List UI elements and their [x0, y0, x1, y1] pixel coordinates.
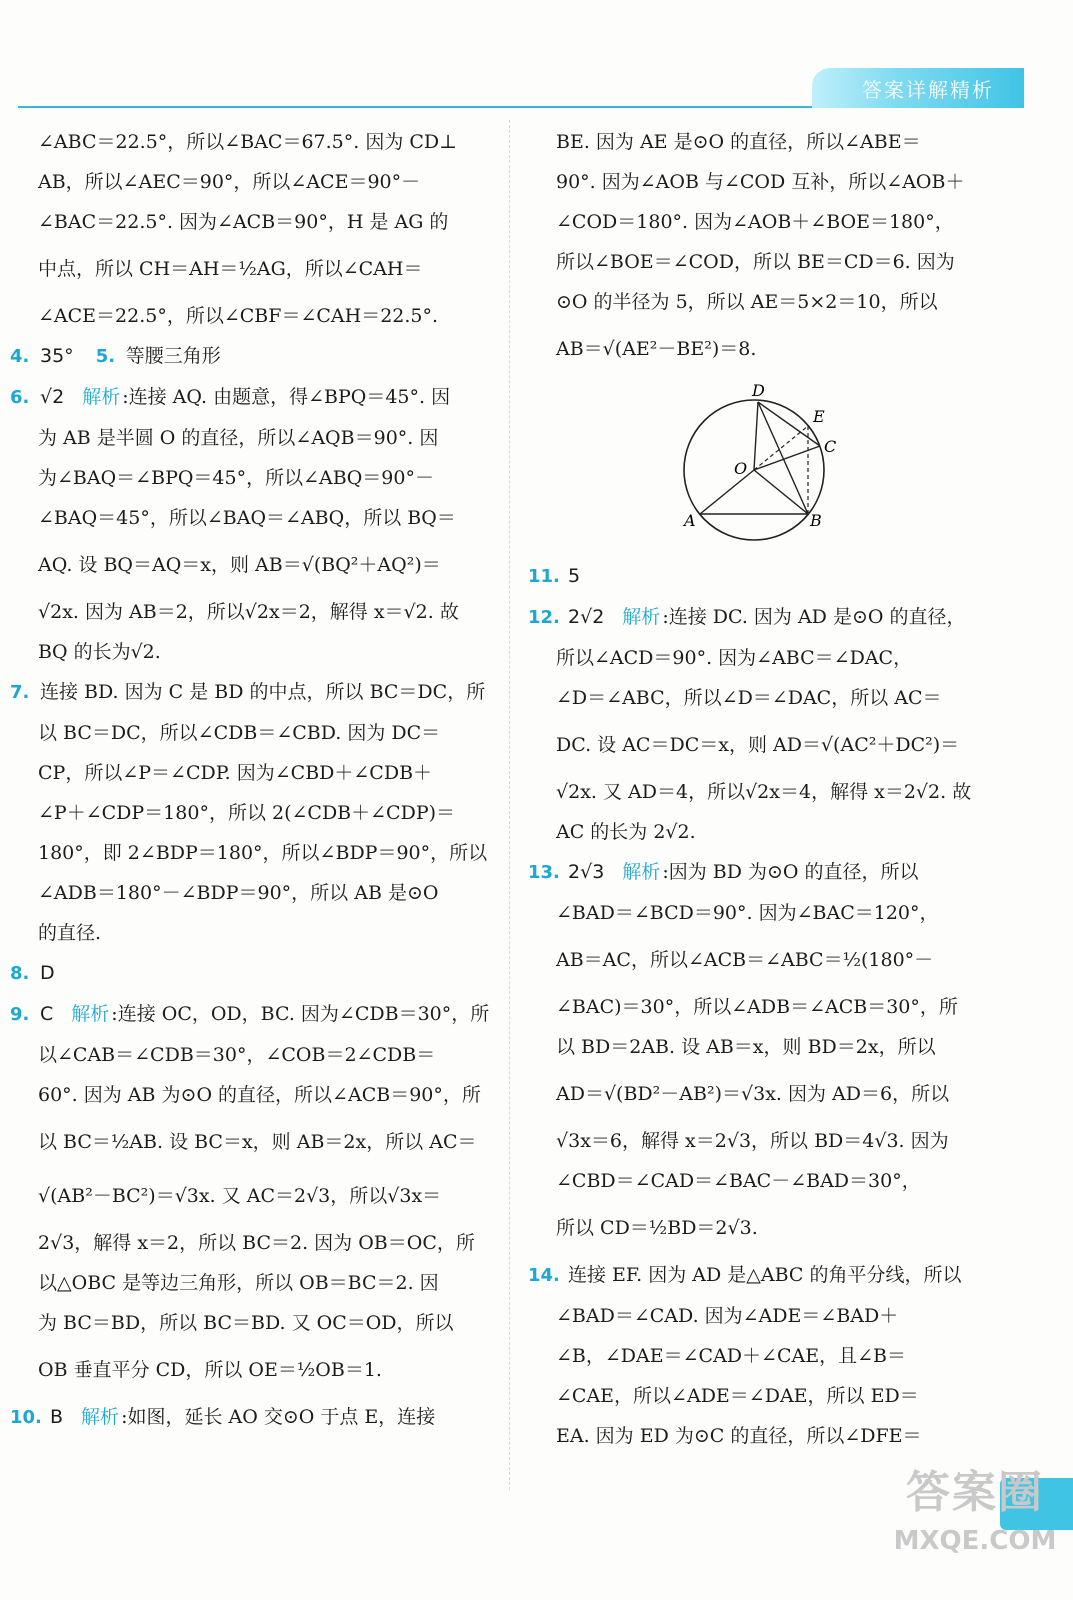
line-text: 以 BC＝½AB. 设 BC＝x，则 AB＝2x，所以 AC＝ — [38, 1131, 477, 1153]
answer-value: 2√3 — [568, 861, 605, 883]
question-number: 13. — [528, 862, 560, 883]
line-text: 所以 CD＝½BD＝2√3. — [556, 1217, 758, 1239]
line-text: ∠CBD＝∠CAD＝∠BAC－∠BAD＝30°， — [556, 1170, 921, 1192]
text-line — [528, 242, 1008, 282]
line-text: 60°. 因为 AB 为⊙O 的直径，所以∠ACB＝90°，所 — [38, 1084, 481, 1106]
text-line — [10, 122, 488, 162]
text-line — [10, 242, 488, 296]
text-line — [528, 678, 1008, 718]
analysis-tag: 解析 — [81, 1406, 120, 1428]
text-line — [528, 122, 1008, 162]
line-text: √2x. 又 AD＝4，所以√2x＝4，解得 x＝2√2. 故 — [556, 781, 972, 803]
line-text: AD＝√(BD²－AB²)＝√3x. 因为 AD＝6，所以 — [556, 1083, 950, 1105]
text-line — [10, 1303, 488, 1343]
text-line — [10, 377, 488, 418]
analysis-tag: 解析 — [71, 1003, 110, 1025]
text-line — [10, 592, 488, 632]
line-text: :因为 BD 为⊙O 的直径，所以 — [662, 861, 919, 883]
label-a: A — [684, 511, 696, 530]
text-line — [528, 556, 1008, 597]
line-text: ∠BAQ＝45°，所以∠BAQ＝∠ABQ，所以 BQ＝ — [38, 507, 456, 529]
text-line — [528, 1255, 1008, 1296]
line-text: 中点，所以 CH＝AH＝½AG，所以∠CAH＝ — [38, 258, 423, 280]
answer-value: B — [50, 1406, 64, 1428]
question-number: 8. — [10, 963, 30, 984]
text-line — [528, 893, 1008, 933]
line-text: :连接 AQ. 由题意，得∠BPQ＝45°. 因 — [122, 386, 451, 408]
right-column-bottom — [528, 556, 1008, 1456]
text-line — [10, 833, 488, 873]
line-text: ∠D＝∠ABC，所以∠D＝∠DAC，所以 AC＝ — [556, 687, 942, 709]
answer-value: D — [40, 962, 55, 984]
answer-value: 5 — [568, 565, 581, 587]
line-text: AB，所以∠AEC＝90°，所以∠ACE＝90°－ — [38, 171, 421, 193]
text-line — [10, 953, 488, 994]
text-line — [528, 638, 1008, 678]
label-e: E — [813, 407, 825, 426]
line-text: 为 AB 是半圆 O 的直径，所以∠AQB＝90°. 因 — [38, 427, 439, 449]
text-line — [10, 994, 488, 1035]
line-text: :连接 OC，OD，BC. 因为∠CDB＝30°，所 — [111, 1003, 490, 1025]
watermark-site: MXQE.COM — [893, 1526, 1057, 1556]
text-line — [10, 498, 488, 538]
line-text: EA. 因为 ED 为⊙C 的直径，所以∠DFE＝ — [556, 1425, 922, 1447]
label-b: B — [810, 511, 822, 530]
text-line — [10, 418, 488, 458]
watermark — [880, 1462, 1070, 1592]
question-number: 10. — [10, 1407, 42, 1428]
question-number: 9. — [10, 1004, 30, 1025]
text-line — [10, 538, 488, 592]
text-line — [528, 282, 1008, 322]
text-line — [10, 1223, 488, 1263]
line-text: ∠BAD＝∠CAD. 因为∠ADE＝∠BAD＋ — [556, 1305, 899, 1327]
text-line — [10, 1075, 488, 1115]
question-number: 12. — [528, 607, 560, 628]
line-text: 所以∠ACD＝90°. 因为∠ABC＝∠DAC， — [556, 647, 913, 669]
text-line — [528, 852, 1008, 893]
line-text: OB 垂直平分 CD，所以 OE＝½OB＝1. — [38, 1359, 382, 1381]
line-text: 以 BC＝DC，所以∠CDB＝∠CBD. 因为 DC＝ — [38, 722, 441, 744]
geometry-diagram — [668, 376, 868, 556]
text-line — [10, 753, 488, 793]
line-text: :连接 DC. 因为 AD 是⊙O 的直径， — [662, 606, 966, 628]
text-line — [528, 1121, 1008, 1161]
text-line — [528, 772, 1008, 812]
segment-od — [754, 402, 758, 470]
line-text: ∠ABC＝22.5°，所以∠BAC＝67.5°. 因为 CD⊥ — [38, 131, 458, 153]
line-text: AB＝AC，所以∠ACB＝∠ABC＝½(180°－ — [556, 949, 934, 971]
segment-oe — [754, 426, 808, 470]
text-line — [10, 1397, 488, 1438]
answer-value: C — [40, 1003, 54, 1025]
line-text: CP，所以∠P＝∠CDP. 因为∠CBD＋∠CDB＋ — [38, 762, 433, 784]
text-line — [528, 202, 1008, 242]
line-text: 的直径. — [38, 922, 102, 944]
question-number: 14. — [528, 1265, 560, 1286]
text-line — [528, 718, 1008, 772]
text-line — [10, 1263, 488, 1303]
header-title: 答案详解精析 — [862, 77, 994, 102]
question-number: 4. — [10, 346, 30, 367]
text-line — [528, 1296, 1008, 1336]
answer-value: √2 — [40, 386, 65, 408]
text-line — [528, 1161, 1008, 1201]
text-line — [10, 713, 488, 753]
line-text: AC 的长为 2√2. — [556, 821, 696, 843]
question-number: 6. — [10, 387, 30, 408]
text-line — [528, 1067, 1008, 1121]
line-text: 2√3，解得 x＝2，所以 BC＝2. 因为 OB＝OC，所 — [38, 1232, 475, 1254]
text-line — [528, 322, 1008, 376]
label-c: C — [824, 437, 837, 456]
question-number: 11. — [528, 566, 560, 587]
text-line — [528, 1336, 1008, 1376]
text-line — [10, 458, 488, 498]
line-text: DC. 设 AC＝DC＝x，则 AD＝√(AC²＋DC²)＝ — [556, 734, 960, 756]
header-tab — [812, 68, 1024, 108]
right-column-top — [528, 122, 1008, 376]
line-text: :如图，延长 AO 交⊙O 于点 E，连接 — [121, 1406, 436, 1428]
text-line — [528, 1027, 1008, 1067]
line-text: ∠COD＝180°. 因为∠AOB＋∠BOE＝180°， — [556, 211, 954, 233]
text-line — [10, 162, 488, 202]
line-text: AB＝√(AE²－BE²)＝8. — [556, 338, 757, 360]
analysis-tag: 解析 — [622, 606, 661, 628]
analysis-tag: 解析 — [622, 861, 661, 883]
text-line — [528, 933, 1008, 987]
watermark-logo: 答案圈 — [906, 1467, 1044, 1518]
line-text: ∠BAC＝22.5°. 因为∠ACB＝90°，H 是 AG 的 — [38, 211, 449, 233]
line-text: 为 BC＝BD，所以 BC＝BD. 又 OC＝OD，所以 — [38, 1312, 454, 1334]
line-text: √2x. 因为 AB＝2，所以√2x＝2，解得 x＝√2. 故 — [38, 601, 459, 623]
text-line — [10, 632, 488, 672]
text-line — [528, 1376, 1008, 1416]
line-text: ∠B，∠DAE＝∠CAD＋∠CAE，且∠B＝ — [556, 1345, 906, 1367]
text-line — [10, 793, 488, 833]
line-text: ∠BAC)＝30°，所以∠ADB＝∠ACB＝30°，所 — [556, 996, 958, 1018]
text-line — [10, 1035, 488, 1075]
text-line — [528, 812, 1008, 852]
line-text: 180°，即 2∠BDP＝180°，所以∠BDP＝90°，所以 — [38, 842, 488, 864]
line-text: ∠P＋∠CDP＝180°，所以 2(∠CDB＋∠CDP)＝ — [38, 802, 456, 824]
analysis-tag: 解析 — [82, 386, 121, 408]
text-line — [10, 672, 488, 713]
line-text: ∠ACE＝22.5°，所以∠CBF＝∠CAH＝22.5°. — [38, 305, 439, 327]
segment-ob — [754, 470, 808, 514]
line-text: 所以∠BOE＝∠COD，所以 BE＝CD＝6. 因为 — [556, 251, 955, 273]
text-line — [10, 202, 488, 242]
column-divider — [509, 120, 510, 1490]
text-line — [10, 1115, 488, 1169]
question-number: 7. — [10, 682, 30, 703]
answer-value: 35° — [40, 345, 74, 367]
left-column — [10, 122, 488, 1438]
right-column — [528, 122, 1008, 1456]
line-text: ∠CAE，所以∠ADE＝∠DAE，所以 ED＝ — [556, 1385, 919, 1407]
line-text: 为∠BAQ＝∠BPQ＝45°，所以∠ABQ＝90°－ — [38, 467, 434, 489]
text-line — [528, 162, 1008, 202]
circle-figure — [528, 376, 1008, 556]
text-line — [528, 597, 1008, 638]
line-text: BE. 因为 AE 是⊙O 的直径，所以∠ABE＝ — [556, 131, 921, 153]
segment-db — [758, 402, 808, 514]
line-text: ∠ADB＝180°－∠BDP＝90°，所以 AB 是⊙O — [38, 882, 439, 904]
line-text: 以△OBC 是等边三角形，所以 OB＝BC＝2. 因 — [38, 1272, 439, 1294]
line-text: 等腰三角形 — [125, 345, 221, 367]
line-text: √(AB²－BC²)＝√3x. 又 AC＝2√3，所以√3x＝ — [38, 1185, 442, 1207]
question-number: 5. — [95, 346, 116, 367]
line-text: ⊙O 的半径为 5，所以 AE＝5×2＝10，所以 — [556, 291, 938, 313]
text-line — [528, 1416, 1008, 1456]
text-line — [10, 1169, 488, 1223]
text-line — [10, 336, 488, 377]
text-line — [10, 873, 488, 913]
label-d: D — [752, 381, 765, 400]
line-text: ∠BAD＝∠BCD＝90°. 因为∠BAC＝120°， — [556, 902, 939, 924]
answer-value: 2√2 — [568, 606, 605, 628]
text-line — [528, 1201, 1008, 1255]
line-text: 90°. 因为∠AOB 与∠COD 互补，所以∠AOB＋ — [556, 171, 965, 193]
text-line — [10, 913, 488, 953]
line-text: 连接 EF. 因为 AD 是△ABC 的角平分线，所以 — [568, 1264, 962, 1286]
line-text: 以∠CAB＝∠CDB＝30°，∠COB＝2∠CDB＝ — [38, 1044, 436, 1066]
text-line — [10, 296, 488, 336]
line-text: BQ 的长为√2. — [38, 641, 161, 663]
label-o: O — [734, 459, 748, 478]
text-line — [10, 1343, 488, 1397]
line-text: 以 BD＝2AB. 设 AB＝x，则 BD＝2x，所以 — [556, 1036, 936, 1058]
line-text: 连接 BD. 因为 C 是 BD 的中点，所以 BC＝DC，所 — [40, 681, 486, 703]
line-text: AQ. 设 BQ＝AQ＝x，则 AB＝√(BQ²＋AQ²)＝ — [38, 554, 441, 576]
text-line — [528, 987, 1008, 1027]
line-text: √3x＝6，解得 x＝2√3，所以 BD＝4√3. 因为 — [556, 1130, 949, 1152]
